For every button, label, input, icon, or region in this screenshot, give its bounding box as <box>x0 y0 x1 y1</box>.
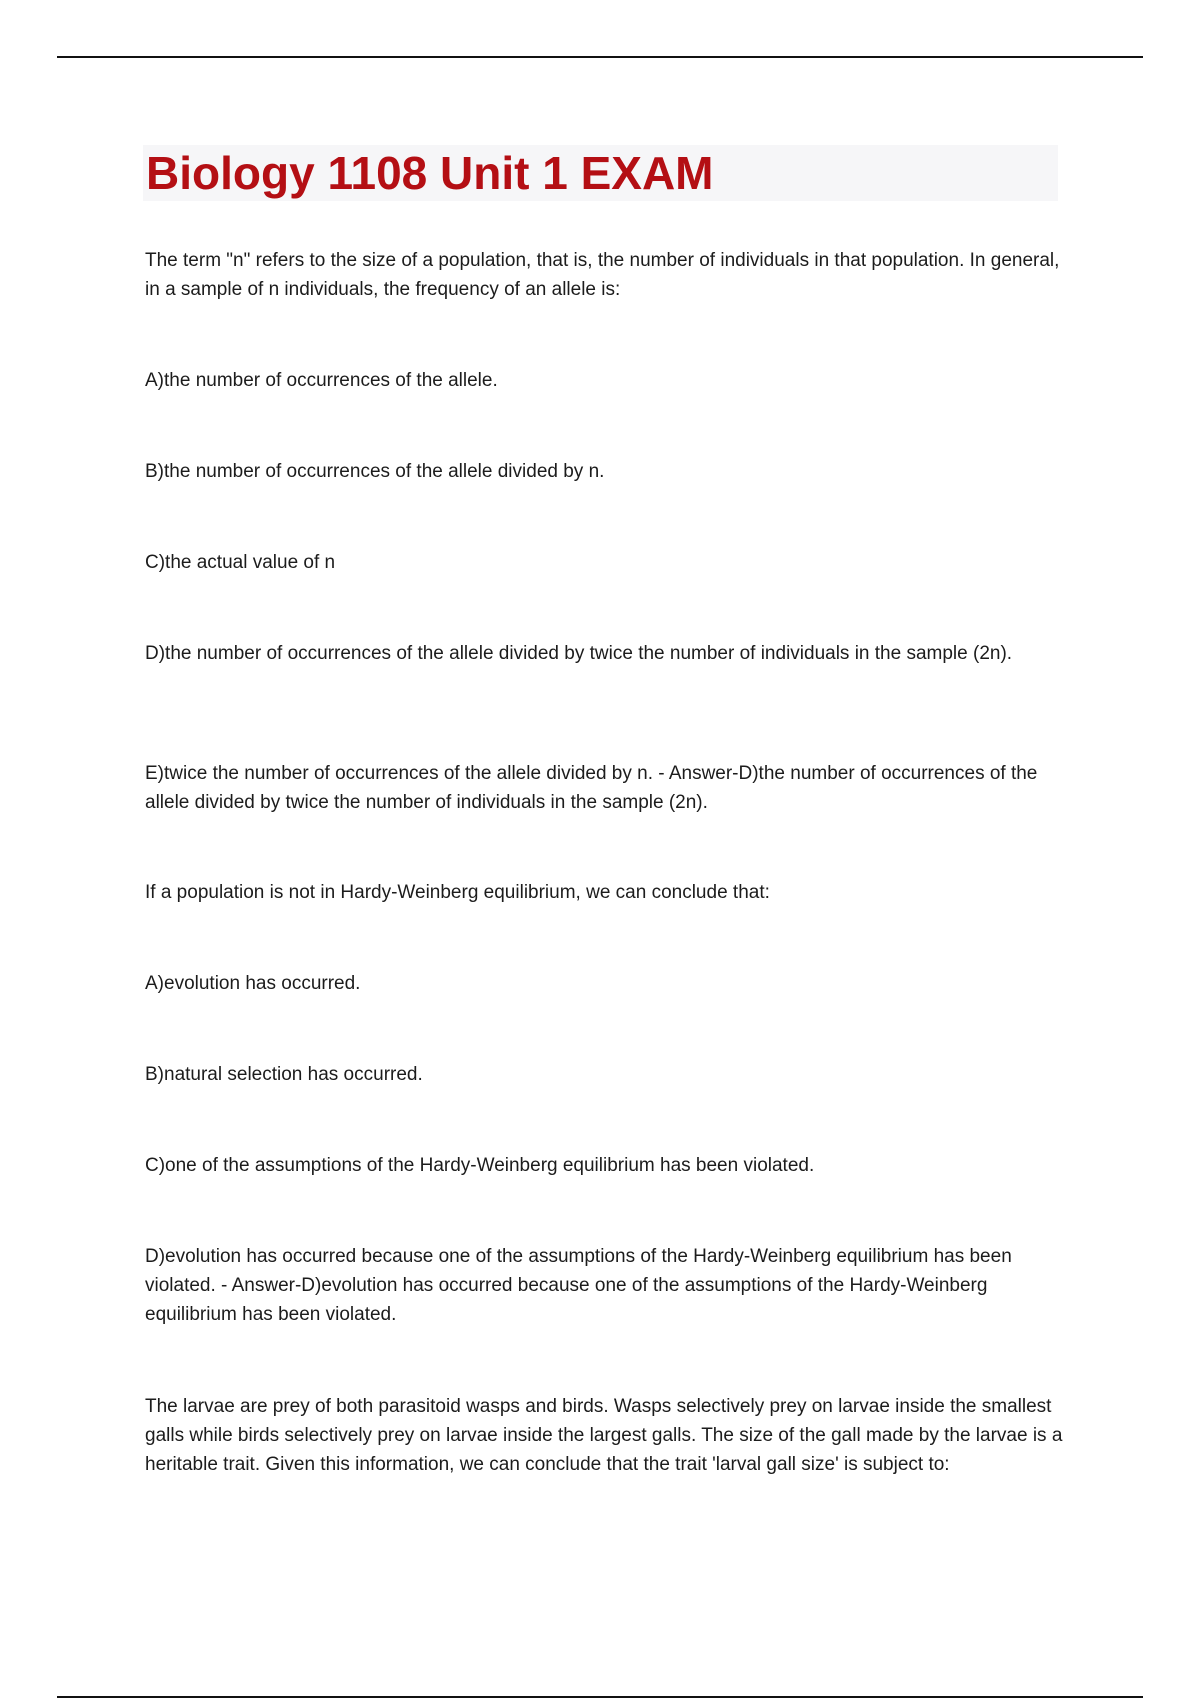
question-3-stem: The larvae are prey of both parasitoid wasps and birds. Wasps selectively prey on larvae inside the smallest galls while birds selectively prey on larvae inside the largest galls. The size of the gall made by the larvae is a heritable trait. Given this information, we can conclude that the trait 'larval gall size' is subject to: <box>145 1396 1063 1475</box>
question-2-option-c: C)one of the assumptions of the Hardy-Weinberg equilibrium has been violated. <box>145 1155 815 1176</box>
question-1-option-e-answer: E)twice the number of occurrences of the allele divided by n. - Answer-D)the number of occurrences of the allele divided by twice the number of individuals in the sample (2n). <box>145 763 1038 813</box>
question-1-stem: The term "n" refers to the size of a population, that is, the number of individuals in that population. In general, in a sample of n individuals, the frequency of an allele is: <box>145 250 1060 300</box>
question-2-option-d-answer: D)evolution has occurred because one of the assumptions of the Hardy-Weinberg equilibrium has been violated. - Answer-D)evolution has occurred because one of the assumptions of the Hardy-Weinberg equilibrium has been violated. <box>145 1246 1012 1325</box>
question-2-option-a: A)evolution has occurred. <box>145 973 361 994</box>
question-2-stem: If a population is not in Hardy-Weinberg equilibrium, we can conclude that: <box>145 882 770 903</box>
document-title: Biology 1108 Unit 1 EXAM <box>146 147 714 199</box>
question-1-option-d: D)the number of occurrences of the allele divided by twice the number of individuals in the sample (2n). <box>145 643 1013 664</box>
top-rule <box>57 56 1143 58</box>
question-1-option-b: B)the number of occurrences of the allele divided by n. <box>145 461 605 482</box>
question-1-option-a: A)the number of occurrences of the allele. <box>145 370 498 391</box>
question-2-option-b: B)natural selection has occurred. <box>145 1064 423 1085</box>
bottom-rule <box>57 1696 1143 1698</box>
question-1-option-c: C)the actual value of n <box>145 552 336 573</box>
